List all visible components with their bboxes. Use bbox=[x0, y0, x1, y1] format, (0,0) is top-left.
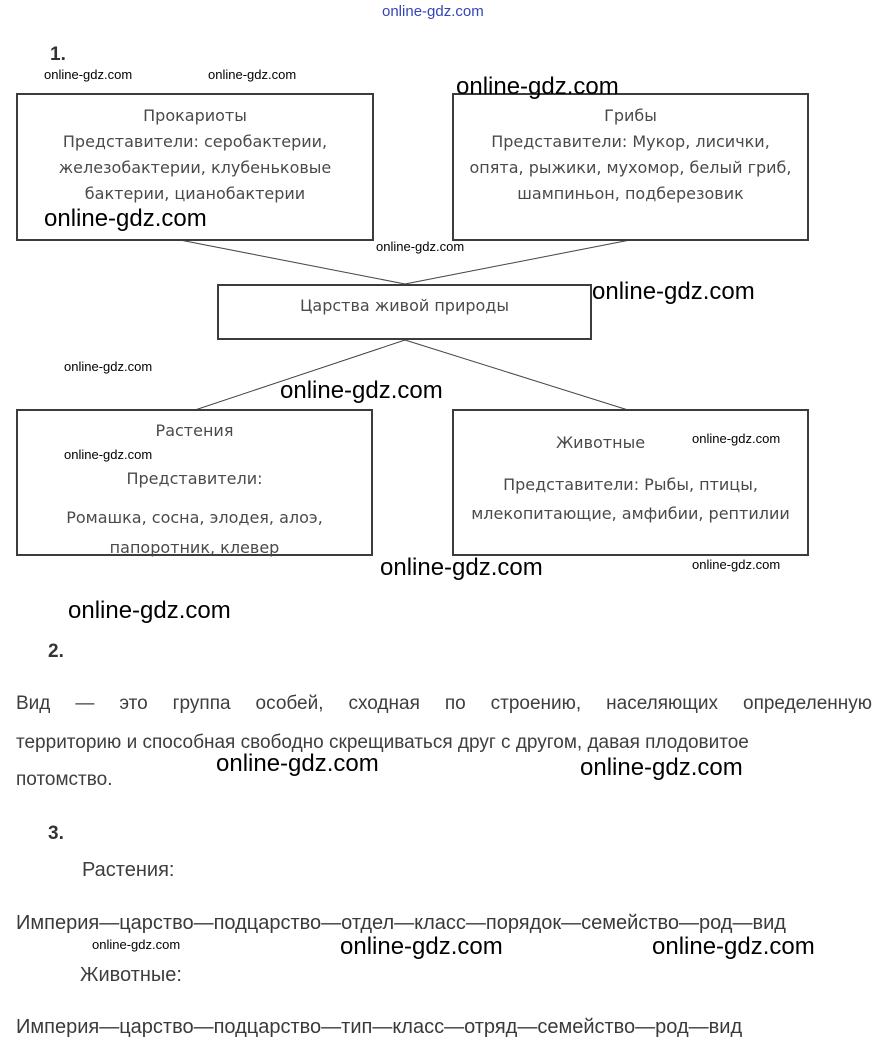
watermark: online-gdz.com bbox=[652, 933, 815, 960]
plants-line-2: Ромашка, сосна, элодея, алоэ, bbox=[66, 508, 323, 527]
watermark: online-gdz.com bbox=[380, 554, 543, 581]
watermark: online-gdz.com bbox=[64, 359, 153, 374]
plants-box bbox=[16, 409, 373, 556]
animals-line-2: млекопитающие, амфибии, рептилии bbox=[471, 504, 790, 523]
fungi-box bbox=[452, 93, 809, 241]
plants-title: Растения bbox=[155, 421, 234, 440]
watermark: online-gdz.com bbox=[376, 239, 465, 254]
plants-line-3: папоротник, клевер bbox=[109, 538, 280, 557]
animals-line-1: Представители: Рыбы, птицы, bbox=[503, 475, 758, 494]
watermark: online-gdz.com bbox=[64, 447, 153, 462]
animals-title: Животные bbox=[555, 433, 646, 452]
fungi-line-2: опята, рыжики, мухомор, белый гриб, bbox=[469, 158, 792, 177]
prokaryotes-title: Прокариоты bbox=[143, 106, 247, 125]
watermark: online-gdz.com bbox=[692, 557, 781, 572]
fungi-title: Грибы bbox=[604, 106, 657, 125]
watermark: online-gdz.com bbox=[208, 67, 297, 82]
header-watermark: online-gdz.com bbox=[382, 3, 484, 20]
watermark: online-gdz.com bbox=[216, 750, 379, 777]
connector-prokaryotes bbox=[180, 240, 405, 284]
fungi-line-1: Представители: Мукор, лисички, bbox=[491, 132, 770, 151]
watermark: online-gdz.com bbox=[44, 67, 133, 82]
watermark: online-gdz.com bbox=[92, 937, 181, 952]
watermark: online-gdz.com bbox=[280, 377, 443, 404]
plants-line-1: Представители: bbox=[126, 469, 263, 488]
watermark: online-gdz.com bbox=[68, 597, 231, 624]
watermark: online-gdz.com bbox=[592, 278, 755, 305]
watermark: online-gdz.com bbox=[44, 205, 207, 232]
watermark: online-gdz.com bbox=[692, 431, 781, 446]
plants-rank-label: Растения: bbox=[82, 859, 175, 881]
fungi-line-3: шампиньон, подберезовик bbox=[517, 184, 744, 203]
task-2-number: 2. bbox=[48, 641, 64, 662]
task-2-line-2: территорию и способная свободно скрещиваться друг с другом, давая плодовитое bbox=[16, 732, 749, 753]
prokaryotes-line-2: железобактерии, клубеньковые bbox=[58, 158, 332, 177]
animals-rank-label: Животные: bbox=[80, 964, 182, 986]
watermark: online-gdz.com bbox=[340, 933, 503, 960]
task-3-number: 3. bbox=[48, 823, 64, 844]
prokaryotes-line-1: Представители: серобактерии, bbox=[62, 132, 328, 151]
watermark: online-gdz.com bbox=[456, 73, 619, 100]
plants-rank-chain: Империя—царство—подцарство—отдел—класс—порядок—семейство—род—вид bbox=[16, 912, 786, 934]
task-1-number: 1. bbox=[50, 44, 66, 65]
animals-rank-chain: Империя—царство—подцарство—тип—класс—отряд—семейство—род—вид bbox=[16, 1016, 743, 1038]
task-2-line-1: Вид — это группа особей, сходная по строению, населяющих определенную bbox=[16, 693, 872, 714]
center-title: Царства живой природы bbox=[300, 296, 509, 315]
center-box bbox=[217, 284, 592, 340]
watermark: online-gdz.com bbox=[580, 754, 743, 781]
task-2-line-3: потомство. bbox=[16, 769, 113, 790]
prokaryotes-line-3: бактерии, цианобактерии bbox=[84, 184, 306, 203]
